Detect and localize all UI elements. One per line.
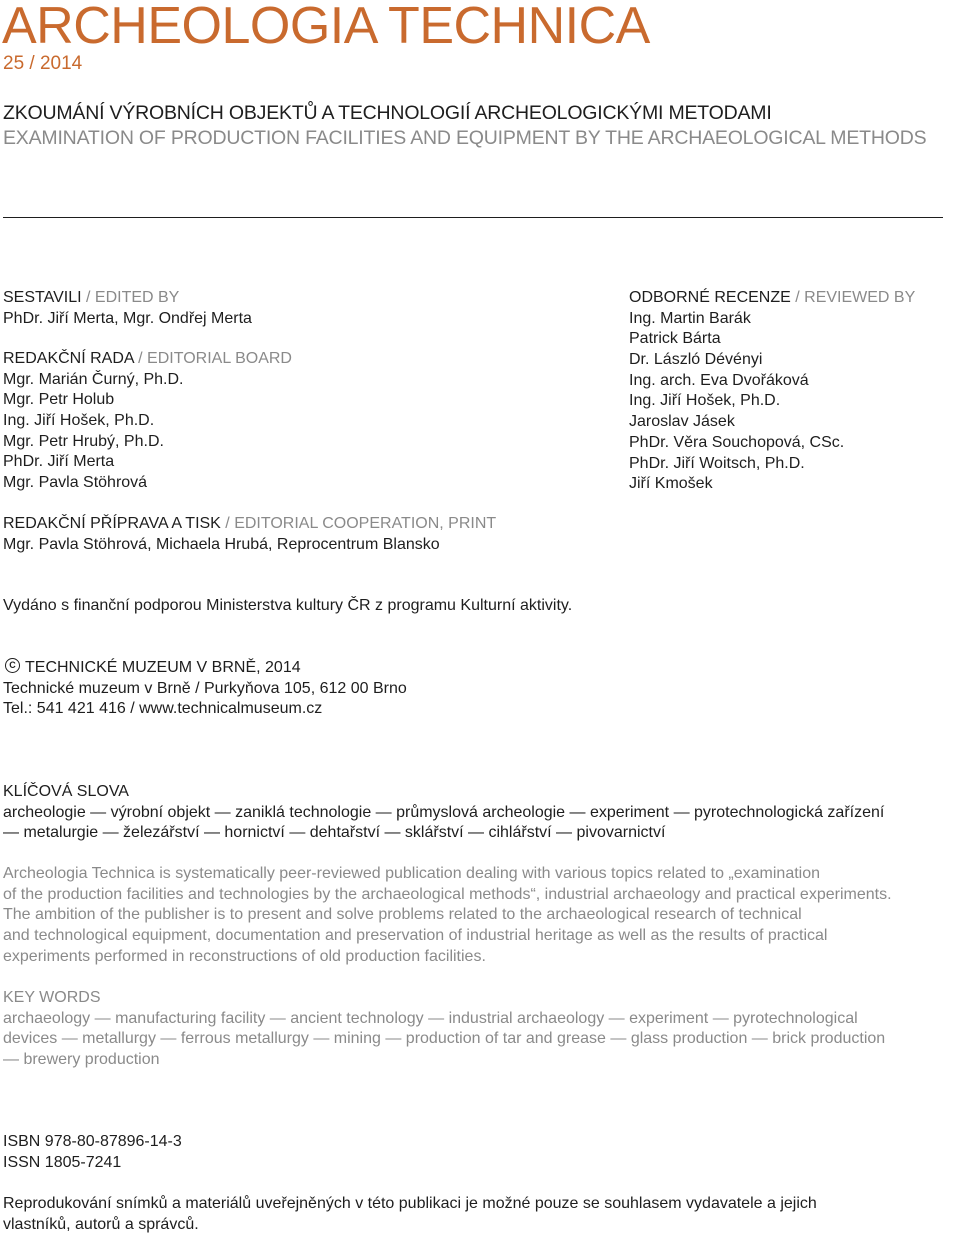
journal-title: ARCHEOLOGIA TECHNICA (2, 0, 650, 55)
copyright-holder-line (3, 658, 407, 679)
description-line: The ambition of the publisher is to present and solve problems related to the archaeological research of technical (3, 906, 802, 924)
rights-note-line: vlastníků, autorů a správců. (3, 1215, 199, 1233)
editorial-board-member: Mgr. Petr Hrubý, Ph.D. (3, 432, 164, 450)
publisher-address: Technické muzeum v Brně / Purkyňova 105, 612 00 Brno (3, 679, 407, 697)
reviewer-name: Ing. arch. Eva Dvořáková (629, 371, 809, 389)
description-line: experiments performed in reconstructions of old production facilities. (3, 947, 486, 965)
editorial-cooperation-heading-cz: REDAKČNÍ PŘÍPRAVA A TISK (3, 515, 221, 532)
reviewers-heading-en: REVIEWED BY (804, 289, 916, 306)
reviewer-name: Patrick Bárta (629, 330, 721, 348)
reviewers-section (629, 288, 915, 495)
editorial-cooperation-heading (3, 514, 496, 535)
description-english (3, 864, 892, 967)
editorial-board-heading-en: EDITORIAL BOARD (147, 350, 292, 367)
heading-separator: / (220, 515, 235, 532)
keywords-en-line: archaeology — manufacturing facility — ancient technology — industrial archaeology — experiment — pyrotechnological (3, 1009, 858, 1027)
copyright-holder: TECHNICKÉ MUZEUM V BRNĚ, 2014 (25, 659, 301, 676)
copyright-icon (5, 658, 20, 673)
editorial-cooperation-names: Mgr. Pavla Stöhrová, Michaela Hrubá, Reprocentrum Blansko (3, 535, 440, 553)
edited-by-section (3, 288, 252, 329)
editorial-board-member: Mgr. Pavla Stöhrová (3, 474, 148, 492)
description-line: of the production facilities and technologies by the archaeological methods“, industrial archaeology and practical experiments. (3, 885, 892, 903)
keywords-en-section (3, 988, 885, 1071)
reviewer-name: PhDr. Věra Souchopová, CSc. (629, 433, 845, 451)
editorial-board-heading (3, 349, 292, 370)
copyright-section (3, 658, 407, 720)
identifiers-section (3, 1132, 182, 1173)
reviewer-name: Jaroslav Jásek (629, 413, 735, 431)
reviewer-name: PhDr. Jiří Woitsch, Ph.D. (629, 454, 805, 472)
funding-note: Vydáno s finanční podporou Ministerstva kultury ČR z programu Kulturní aktivity. (3, 597, 573, 614)
reviewer-name: Ing. Martin Barák (629, 309, 751, 327)
heading-separator: / (133, 350, 148, 367)
reviewers-heading (629, 288, 915, 309)
rights-note (3, 1194, 817, 1235)
rights-note-line: Reprodukování snímků a materiálů uveřejněných v této publikaci je možné pouze se souhlasem vydavatele a jejich (3, 1195, 817, 1212)
description-line: and technological equipment, documentation and preservation of industrial heritage as well as the results of practical (3, 927, 828, 945)
keywords-en-line: — brewery production (3, 1051, 160, 1069)
editorial-board-section (3, 349, 292, 494)
editorial-board-member: Mgr. Petr Holub (3, 391, 115, 409)
reviewers-heading-cz: ODBORNÉ RECENZE (629, 289, 791, 306)
keywords-cz-line: archeologie — výrobní objekt — zaniklá technologie — průmyslová archeologie — experiment — pyrotechnologická zařízení (3, 803, 885, 821)
keywords-cz-heading: KLÍČOVÁ SLOVA (3, 783, 129, 800)
edited-by-heading (3, 288, 252, 309)
editorial-board-member: PhDr. Jiří Merta (3, 453, 115, 471)
edited-by-name: PhDr. Jiří Merta, Mgr. Ondřej Merta (3, 309, 252, 327)
editorial-cooperation-heading-en: EDITORIAL COOPERATION, PRINT (234, 515, 497, 532)
header-divider (3, 217, 943, 218)
editorial-board-member: Ing. Jiří Hošek, Ph.D. (3, 412, 155, 430)
issn: ISSN 1805-7241 (3, 1153, 122, 1171)
keywords-cz-section (3, 782, 884, 844)
isbn: ISBN 978-80-87896-14-3 (3, 1133, 182, 1150)
heading-separator: / (81, 289, 95, 306)
editorial-board-heading-cz: REDAKČNÍ RADA (3, 350, 134, 367)
keywords-cz-line: — metalurgie — železářství — hornictví — dehtařství — sklářství — cihlářství — pivovarnictví (3, 824, 666, 842)
heading-separator: / (790, 289, 805, 306)
reviewer-name: Ing. Jiří Hošek, Ph.D. (629, 392, 781, 410)
editorial-cooperation-section (3, 514, 496, 555)
issue-number: 25 / 2014 (3, 53, 83, 74)
subtitle-czech: ZKOUMÁNÍ VÝROBNÍCH OBJEKTŮ A TECHNOLOGIÍ ARCHEOLOGICKÝMI METODAMI (3, 102, 772, 124)
description-line: Archeologia Technica is systematically peer-reviewed publication dealing with various topics related to „examination (3, 865, 821, 882)
reviewer-name: Dr. László Dévényi (629, 351, 763, 369)
keywords-en-line: devices — metallurgy — ferrous metallurgy — mining — production of tar and grease — glass production — brick production (3, 1030, 886, 1048)
editorial-board-member: Mgr. Marián Čurný, Ph.D. (3, 370, 184, 388)
publisher-contact: Tel.: 541 421 416 / www.technicalmuseum.cz (3, 700, 323, 718)
reviewer-name: Jiří Kmošek (629, 475, 713, 493)
edited-by-heading-en: EDITED BY (94, 289, 180, 306)
edited-by-heading-cz: SESTAVILI (3, 289, 82, 306)
subtitle-english: EXAMINATION OF PRODUCTION FACILITIES AND EQUIPMENT BY THE ARCHAEOLOGICAL METHODS (3, 127, 927, 149)
keywords-en-heading: KEY WORDS (3, 989, 101, 1006)
